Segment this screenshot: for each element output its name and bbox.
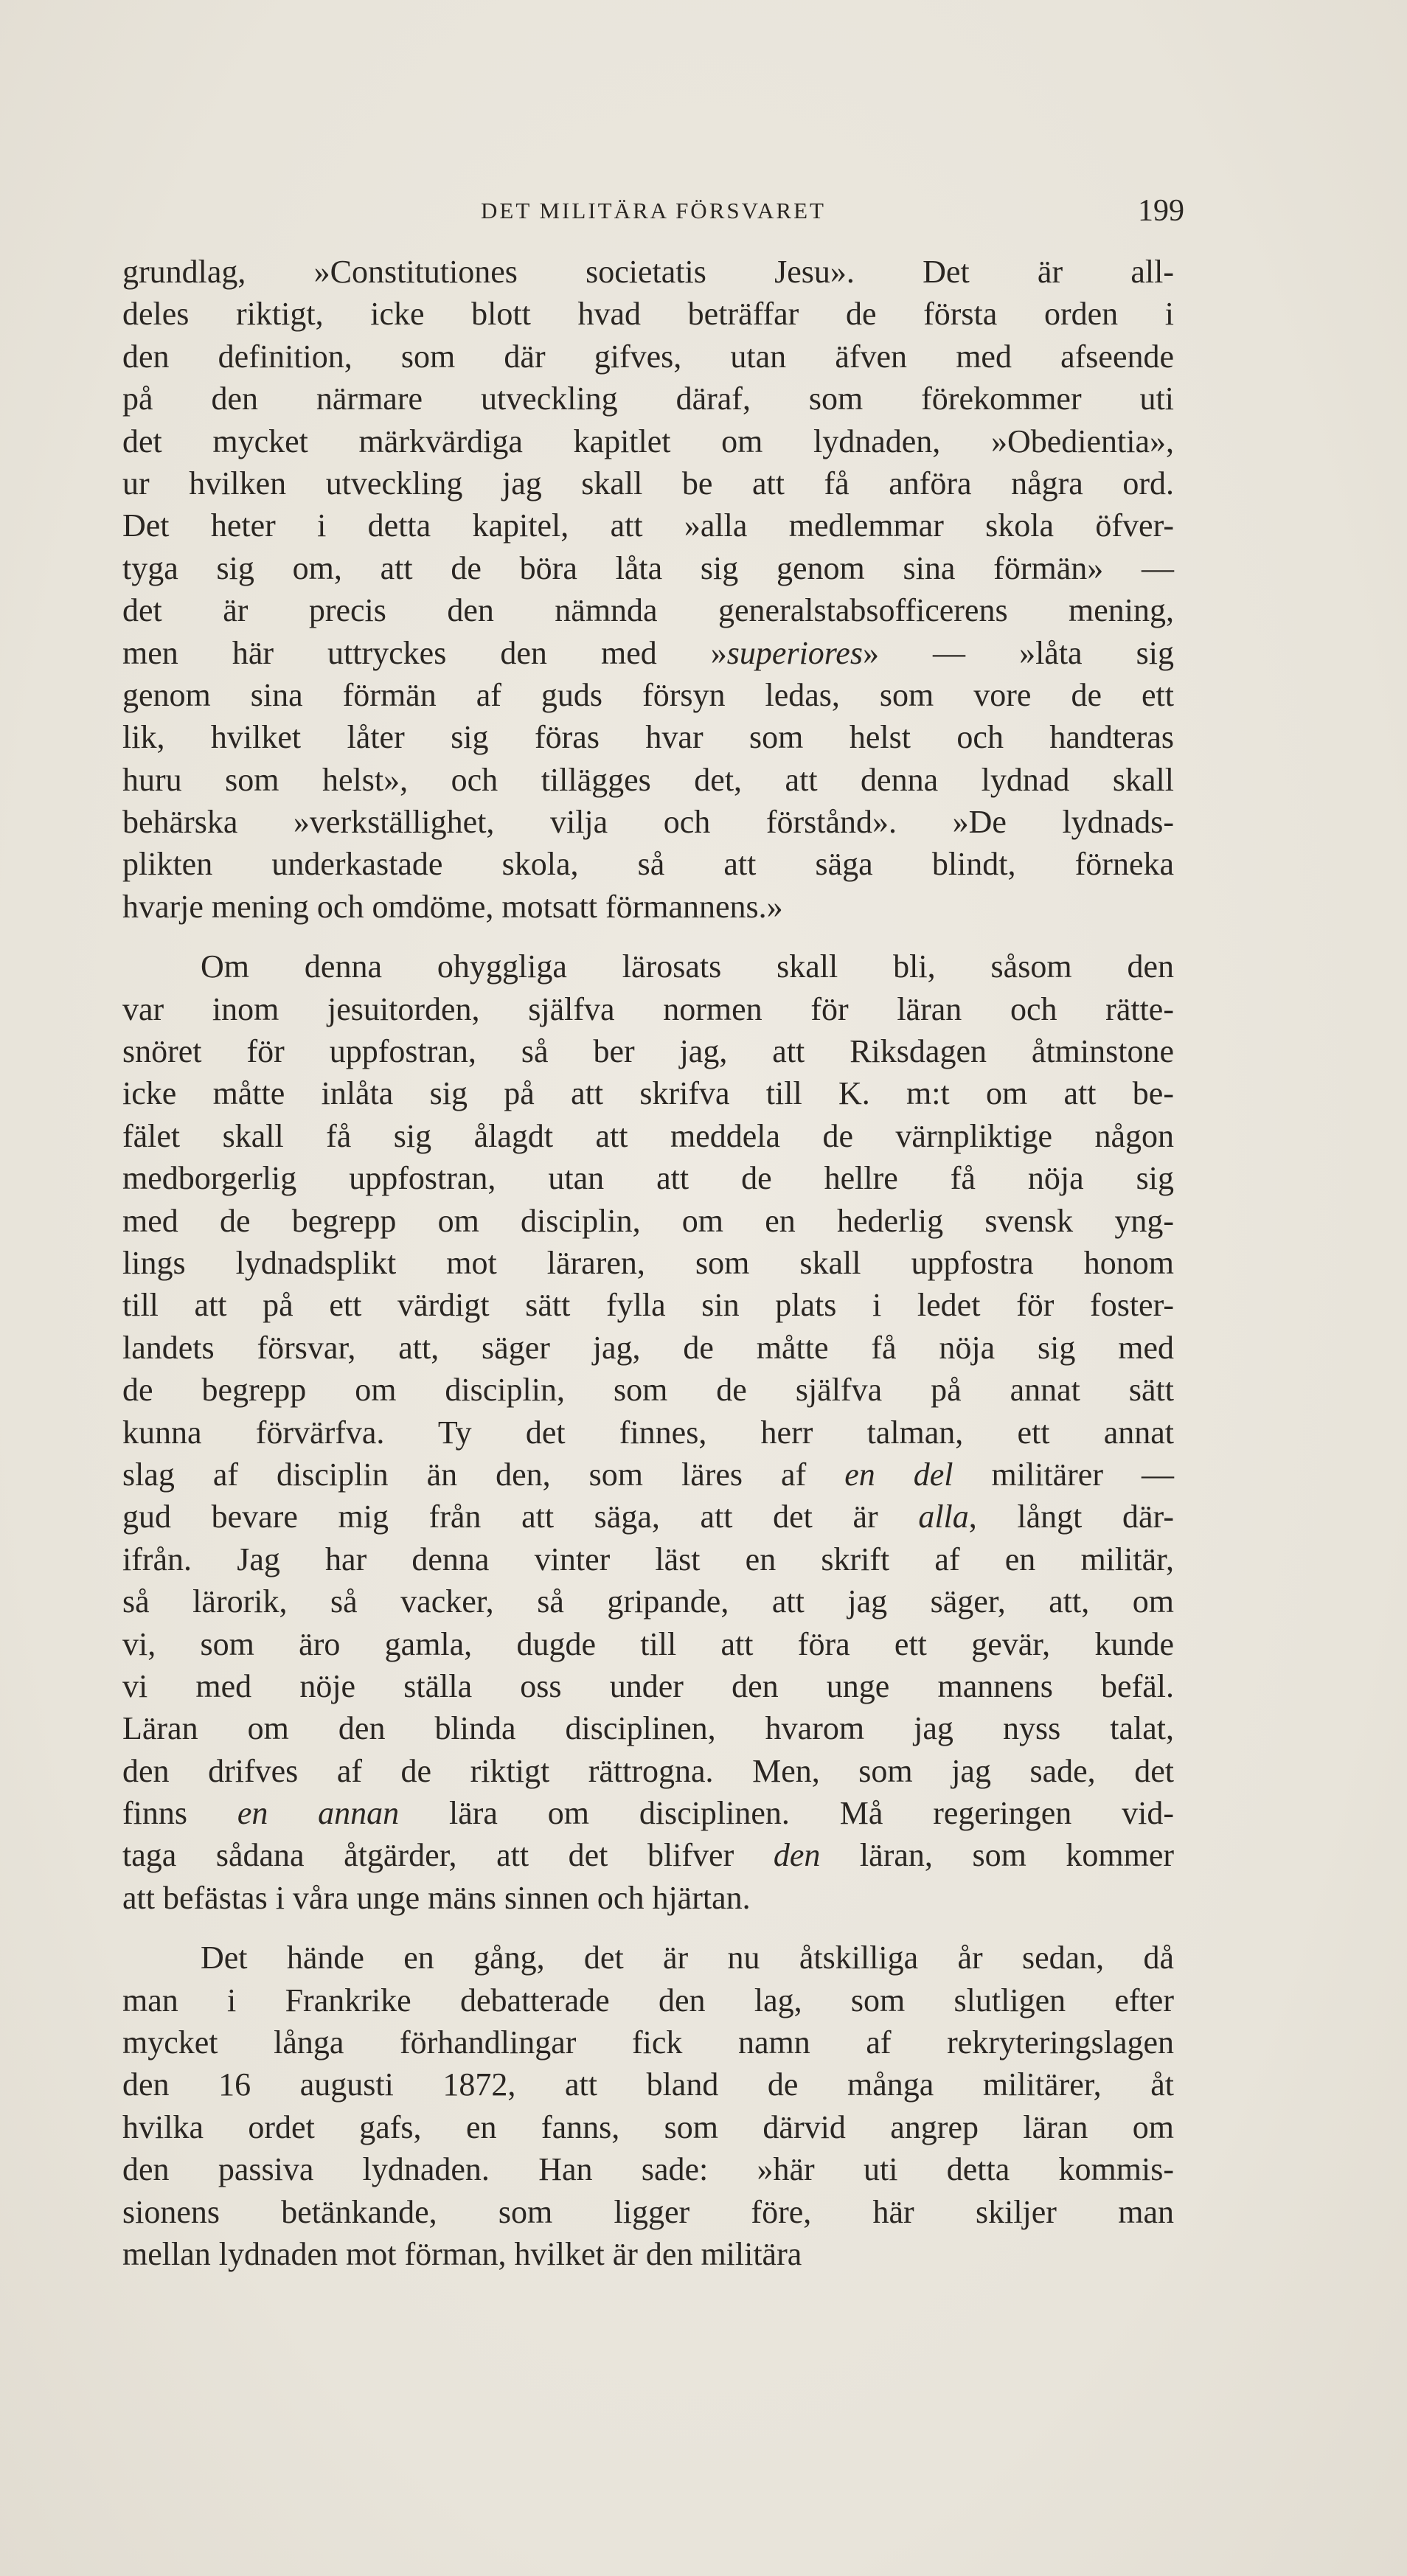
text-run: snöret för uppfostran, så ber jag, att Riksdagen åtminstone (122, 1033, 1174, 1070)
text-line (122, 1242, 1174, 1284)
page-number: 199 (1138, 194, 1184, 228)
text-run: plikten underkastade skola, så att säga blindt, förneka (122, 846, 1174, 883)
running-head (122, 193, 1184, 230)
text-line (122, 1937, 1174, 1979)
text-run: icke måtte inlåta sig på att skrifva till K. m:t om att be- (122, 1075, 1174, 1112)
text-line (122, 1327, 1174, 1369)
text-line (122, 716, 1174, 758)
body-text (122, 251, 1174, 2275)
text-line (122, 293, 1174, 335)
text-run: den definition, som där gifves, utan äfven med afseende (122, 338, 1174, 375)
text-line (122, 632, 1174, 674)
text-line (122, 1412, 1174, 1454)
text-run: gud bevare mig från att säga, att det är (122, 1499, 919, 1535)
text-line (122, 378, 1174, 420)
text-run: taga sådana åtgärder, att det blifver (122, 1837, 774, 1874)
text-run: behärska »verkställighet, vilja och förstånd». »De lydnads- (122, 804, 1174, 841)
text-run: vi, som äro gamla, dugde till att föra ett gevär, kunde (122, 1625, 1174, 1662)
text-line (122, 1115, 1174, 1157)
text-run: tyga sig om, att de böra låta sig genom sina förmän» — (122, 549, 1174, 586)
text-run: läran, som kommer (820, 1837, 1174, 1874)
text-run: de begrepp om disciplin, som de själfva på annat sätt (122, 1372, 1174, 1409)
text-line (122, 1750, 1174, 1792)
text-run: var inom jesuitorden, själfva normen för läran och rätte- (122, 990, 1174, 1027)
text-run: Det heter i detta kapitel, att »alla medlemmar skola öfver- (122, 507, 1174, 544)
paragraph-gap (122, 1919, 1174, 1937)
text-run: man i Frankrike debatterade den lag, som slutligen efter (122, 1982, 1174, 2018)
text-run: den drifves af de riktigt rättrogna. Men, som jag sade, det (122, 1752, 1174, 1789)
text-line (122, 2106, 1174, 2148)
text-line (122, 251, 1174, 293)
text-line (122, 1454, 1174, 1496)
text-run: det är precis den nämnda generalstabsofficerens mening, (122, 592, 1174, 629)
text-run: deles riktigt, icke blott hvad beträffar de första orden i (122, 296, 1174, 333)
text-run: med de begrepp om disciplin, om en hederlig svensk yng- (122, 1202, 1174, 1239)
text-run: den passiva lydnaden. Han sade: »här uti detta kommis- (122, 2151, 1174, 2188)
text-run: ifrån. Jag har denna vinter läst en skrift af en militär, (122, 1541, 1174, 1577)
text-line (122, 504, 1174, 546)
paragraph-gap (122, 928, 1174, 945)
text-run: lik, hvilket låter sig föras hvar som helst och handteras (122, 719, 1174, 756)
text-run: kunna förvärfva. Ty det finnes, herr talman, ett annat (122, 1414, 1174, 1451)
running-title: DET MILITÄRA FÖRSVARET (481, 198, 826, 223)
text-run: hvilka ordet gafs, en fanns, som därvid angrep läran om (122, 2108, 1174, 2145)
text-line (122, 1580, 1174, 1622)
text-run: till att på ett värdigt sätt fylla sin plats i ledet för foster- (122, 1287, 1174, 1324)
text-run: fälet skall få sig ålagdt att meddela de värnpliktige någon (122, 1117, 1174, 1154)
text-run: militärer — (953, 1456, 1174, 1493)
italic-text: alla (918, 1499, 969, 1535)
text-run: men här uttryckes den med » (122, 634, 727, 671)
text-line (122, 1623, 1174, 1665)
text-run: mellan lydnaden mot förman, hvilket är den militära (122, 2235, 802, 2272)
text-run: » — »låta sig (862, 634, 1174, 671)
text-run: finns (122, 1795, 237, 1832)
text-line (122, 1707, 1174, 1749)
text-line (122, 1792, 1174, 1834)
text-line (122, 1200, 1174, 1242)
text-line (122, 2233, 1174, 2275)
text-line (122, 1284, 1174, 1326)
italic-text: den (773, 1837, 821, 1874)
text-line (122, 1369, 1174, 1411)
text-line (122, 1030, 1174, 1072)
text-line (122, 945, 1174, 987)
text-line (122, 1157, 1174, 1199)
text-run: ur hvilken utveckling jag skall be att få anföra några ord. (122, 465, 1174, 501)
text-run: slag af disciplin än den, som läres af (122, 1456, 845, 1493)
text-run: det mycket märkvärdiga kapitlet om lydnaden, »Obedientia», (122, 423, 1174, 459)
paragraph-1 (122, 251, 1174, 928)
text-line (122, 336, 1174, 378)
text-run: den 16 augusti 1872, att bland de många militärer, åt (122, 2066, 1174, 2103)
text-line (122, 1834, 1174, 1876)
text-run: lings lydnadsplikt mot läraren, som skall uppfostra honom (122, 1244, 1174, 1281)
italic-text: en del (844, 1456, 953, 1493)
text-line (122, 801, 1174, 843)
text-run: sionens betänkande, som ligger före, här skiljer man (122, 2193, 1174, 2230)
text-line (122, 843, 1174, 885)
paragraph-3 (122, 1937, 1174, 2275)
text-line (122, 547, 1174, 589)
text-line (122, 1538, 1174, 1580)
text-line (122, 2191, 1174, 2233)
text-line (122, 886, 1174, 928)
text-line (122, 1496, 1174, 1538)
text-run: mycket långa förhandlingar fick namn af rekryteringslagen (122, 2024, 1174, 2061)
text-line (122, 589, 1174, 631)
text-line (122, 462, 1174, 504)
text-run: så lärorik, så vacker, så gripande, att jag säger, att, om (122, 1583, 1174, 1620)
italic-text: en annan (237, 1795, 400, 1832)
text-line (122, 2021, 1174, 2063)
text-run: lära om disciplinen. Må regeringen vid- (399, 1795, 1175, 1832)
text-line (122, 759, 1174, 801)
text-line (122, 988, 1174, 1030)
text-run: , långt där- (968, 1499, 1174, 1535)
text-line (122, 674, 1174, 716)
text-line (122, 420, 1174, 462)
text-line (122, 2148, 1174, 2190)
text-run: Läran om den blinda disciplinen, hvarom jag nyss talat, (122, 1710, 1174, 1747)
text-line (122, 1665, 1174, 1707)
text-run: medborgerlig uppfostran, utan att de hellre få nöja sig (122, 1160, 1174, 1197)
text-run: hvarje mening och omdöme, motsatt förmannens.» (122, 888, 783, 925)
text-run: att befästas i våra unge mäns sinnen och hjärtan. (122, 1879, 751, 1916)
paragraph-2 (122, 945, 1174, 1919)
text-run: huru som helst», och tillägges det, att denna lydnad skall (122, 761, 1174, 798)
text-run: Om denna ohyggliga lärosats skall bli, såsom den (201, 948, 1174, 985)
text-run: landets försvar, att, säger jag, de måtte få nöja sig med (122, 1329, 1174, 1366)
text-run: Det hände en gång, det är nu åtskilliga år sedan, då (201, 1940, 1174, 1976)
text-run: genom sina förmän af guds försyn ledas, som vore de ett (122, 676, 1174, 713)
text-line (122, 1877, 1174, 1919)
text-line (122, 1979, 1174, 2021)
text-run: vi med nöje ställa oss under den unge mannens befäl. (122, 1667, 1174, 1704)
italic-text: superiores (726, 634, 863, 671)
text-run: på den närmare utveckling däraf, som förekommer uti (122, 381, 1174, 417)
text-line (122, 1072, 1174, 1114)
text-run: grundlag, »Constitutiones societatis Jesu». Det är all- (122, 254, 1174, 290)
text-line (122, 2063, 1174, 2105)
